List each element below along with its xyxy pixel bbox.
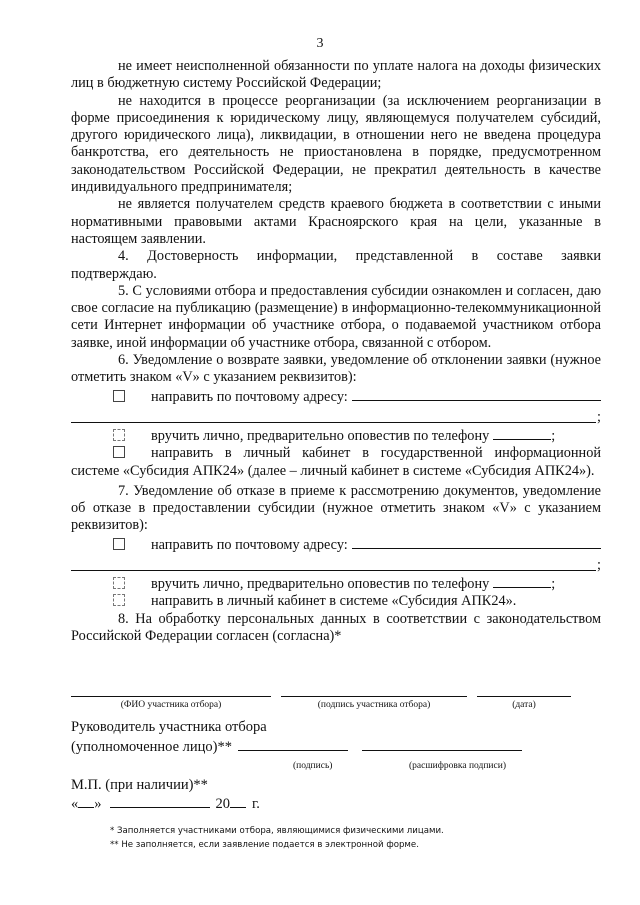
- date-caption: (дата): [512, 700, 536, 710]
- checkbox-7-cabinet[interactable]: [113, 594, 125, 606]
- option-7-personal: вручить лично, предварительно оповестив по телефону ;: [71, 574, 601, 593]
- option-7-postal-label: направить по почтовому адресу:: [151, 536, 348, 553]
- postal-address-line-7: ;: [71, 554, 601, 574]
- option-7-cabinet: [71, 593, 601, 610]
- option-6-cabinet: [71, 445, 601, 480]
- signature-field[interactable]: [281, 696, 467, 697]
- head-signature-block: [71, 718, 601, 771]
- paragraph-8-personal-data: 8. На обработку персональных данных в соответствии с законодательством Российской Федерации согласен (согласна)*: [71, 610, 601, 644]
- postal-address-field-6-continued[interactable]: [71, 422, 596, 423]
- year-field[interactable]: [230, 795, 246, 808]
- postal-address-field-7-continued[interactable]: [71, 570, 596, 571]
- checkbox-6-cabinet[interactable]: [113, 446, 125, 458]
- phone-field-6[interactable]: [493, 426, 551, 440]
- phone-field-7[interactable]: [493, 574, 551, 588]
- signature-caption: (подпись участника отбора): [317, 700, 431, 710]
- postal-address-line-6: ;: [71, 406, 601, 426]
- checkbox-7-personal[interactable]: [113, 577, 125, 589]
- fio-field[interactable]: [71, 696, 271, 697]
- head-signature-field[interactable]: [238, 737, 348, 751]
- option-6-postal: [71, 387, 601, 406]
- option-6-cabinet-label: направить в личный кабинет в государственной информационной системе «Субсидия АПК24» (далее – личный кабинет в системе «Субсидия АПК24»).: [71, 445, 601, 479]
- option-7-personal-label: вручить лично, предварительно оповестив по телефону: [151, 576, 490, 593]
- head-subtitle: (уполномоченное лицо)**: [71, 739, 232, 755]
- option-6-personal: вручить лично, предварительно оповестив по телефону ;: [71, 426, 601, 445]
- option-7-postal: [71, 535, 601, 554]
- postal-address-field-6[interactable]: [352, 387, 601, 401]
- paragraph-5-consent-publication: 5. С условиями отбора и предоставления субсидии ознакомлен и согласен, даю свое согласие на публикацию (размещение) в информационно-телекоммуникационной сети Интернет информации об участнике отбора, о подаваемой участником отбора заявке, иной информации об участнике отбора, связанной с отбором.: [71, 282, 601, 351]
- fio-caption: (ФИО участника отбора): [120, 700, 222, 710]
- paragraph-4-reliability: 4. Достоверность информации, представленной в составе заявки подтверждаю.: [71, 248, 601, 282]
- head-title: Руководитель участника отбора: [71, 719, 267, 735]
- option-7-cabinet-label: направить в личный кабинет в системе «Субсидия АПК24».: [151, 593, 517, 610]
- checkbox-6-postal[interactable]: [113, 390, 125, 402]
- footnote-1: * Заполняется участниками отбора, являющимися физическими лицами.: [110, 826, 444, 836]
- document-body: [71, 58, 601, 645]
- page-number: 3: [316, 36, 324, 51]
- option-6-personal-label: вручить лично, предварительно оповестив по телефону: [151, 427, 490, 444]
- stamp-date-block: [71, 776, 260, 814]
- head-decode-field[interactable]: [362, 737, 522, 751]
- day-field[interactable]: [78, 795, 94, 808]
- head-signature-caption: (подпись): [293, 761, 333, 771]
- paragraph-not-recipient: не является получателем средств краевого бюджета в соответствии с иными нормативными правовыми актами Красноярского края на цели, указанные в настоящем заявлении.: [71, 196, 601, 247]
- month-field[interactable]: [110, 795, 210, 808]
- participant-signature-row: [71, 688, 601, 716]
- paragraph-no-reorganization: не находится в процессе реорганизации (за исключением реорганизации в форме присоединения к юридическому лицу, являющемуся получателем субсидий, другого юридического лица), ликвидации, в отношении него не введена процедура банкротства, его деятельность не приостановлена в порядке, предусмотренном законодательством Российской Федерации, не прекратил деятельность в качестве индивидуального предпринимателя;: [71, 92, 601, 196]
- paragraph-no-tax-debt: не имеет неисполненной обязанности по уплате налога на доходы физических лиц в бюджетную систему Российской Федерации;: [71, 58, 601, 92]
- postal-address-field-7[interactable]: [352, 535, 601, 549]
- checkbox-7-postal[interactable]: [113, 538, 125, 550]
- footnotes: [110, 824, 444, 852]
- footnote-2: ** Не заполняется, если заявление подается в электронной форме.: [110, 840, 419, 850]
- checkbox-6-personal[interactable]: [113, 429, 125, 441]
- head-decode-caption: (расшифровка подписи): [409, 761, 506, 771]
- date-field[interactable]: [477, 696, 571, 697]
- stamp-label: М.П. (при наличии)**: [71, 777, 208, 793]
- paragraph-7-refusal-notice: 7. Уведомление об отказе в приеме к рассмотрению документов, уведомление об отказе в предоставлении субсидии (нужное отметить знаком «V» с указанием реквизитов):: [71, 482, 601, 534]
- option-6-postal-label: направить по почтовому адресу:: [151, 388, 348, 405]
- paragraph-6-return-notice: 6. Уведомление о возврате заявки, уведомление об отклонении заявки (нужное отметить знаком «V» с указанием реквизитов):: [71, 352, 601, 386]
- date-line: « » 20 г.: [71, 796, 260, 812]
